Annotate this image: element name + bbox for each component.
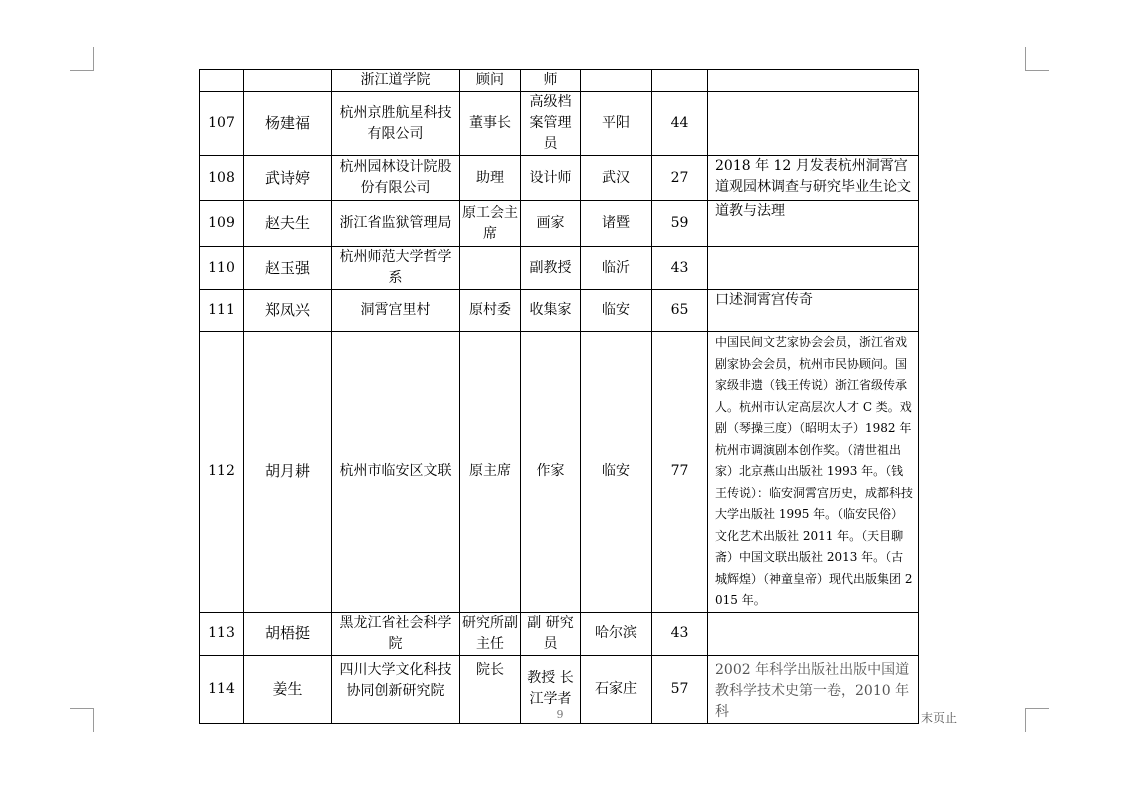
page-number: 9 xyxy=(556,708,564,721)
table-row xyxy=(200,201,919,247)
cell-title: 副 研究员 xyxy=(521,612,581,655)
table-row xyxy=(200,332,919,613)
cell-place: 武汉 xyxy=(581,156,652,201)
cell-note xyxy=(708,612,919,655)
cell-age: 43 xyxy=(652,612,708,655)
cell-title: 教授 长江学者 xyxy=(521,655,581,723)
cell-age: 43 xyxy=(652,247,708,290)
cell-name: 郑凤兴 xyxy=(244,290,332,332)
cell-org: 四川大学文化科技协同创新研究院 xyxy=(332,655,460,723)
table-row-continued xyxy=(200,70,919,92)
cell-place: 临安 xyxy=(581,290,652,332)
cell-org: 杭州师范大学哲学系 xyxy=(332,247,460,290)
cell-note: 口述洞霄宫传奇 xyxy=(708,290,919,332)
cell-no: 110 xyxy=(200,247,244,290)
cell-age: 27 xyxy=(652,156,708,201)
cell-name: 姜生 xyxy=(244,655,332,723)
cell-place: 诸暨 xyxy=(581,201,652,247)
cell-org: 杭州园林设计院股份有限公司 xyxy=(332,156,460,201)
cell-place: 平阳 xyxy=(581,92,652,156)
cell-no: 111 xyxy=(200,290,244,332)
cell-title: 师 xyxy=(521,70,581,92)
cell-age xyxy=(652,70,708,92)
cell-name: 赵夫生 xyxy=(244,201,332,247)
cell-position: 院长 xyxy=(460,655,521,723)
cell-position: 研究所副主任 xyxy=(460,612,521,655)
table-row xyxy=(200,156,919,201)
cell-org: 杭州市临安区文联 xyxy=(332,332,460,613)
cell-title: 作家 xyxy=(521,332,581,613)
cell-no: 108 xyxy=(200,156,244,201)
table-row xyxy=(200,92,919,156)
cell-no: 114 xyxy=(200,655,244,723)
cell-note: 2018 年 12 月发表杭州洞霄宫道观园林调查与研究毕业生论文 xyxy=(708,156,919,201)
table-row xyxy=(200,247,919,290)
cell-title: 收集家 xyxy=(521,290,581,332)
cell-org: 浙江省监狱管理局 xyxy=(332,201,460,247)
cell-org: 杭州京胜航星科技有限公司 xyxy=(332,92,460,156)
cell-name: 杨建福 xyxy=(244,92,332,156)
cell-position: 董事长 xyxy=(460,92,521,156)
cell-note xyxy=(708,70,919,92)
crop-mark-top-right xyxy=(1025,47,1049,71)
crop-mark-bottom-right xyxy=(1025,708,1049,732)
cell-name: 胡梧挺 xyxy=(244,612,332,655)
cell-no: 112 xyxy=(200,332,244,613)
cell-position: 原村委 xyxy=(460,290,521,332)
cell-name xyxy=(244,70,332,92)
cell-no: 107 xyxy=(200,92,244,156)
cell-no: 109 xyxy=(200,201,244,247)
cell-place: 临沂 xyxy=(581,247,652,290)
cell-note xyxy=(708,92,919,156)
cell-title: 高级档案管理员 xyxy=(521,92,581,156)
roster-table xyxy=(199,69,919,724)
table-row xyxy=(200,290,919,332)
cell-note: 2002 年科学出版社出版中国道教科学技术史第一卷，2010 年科 xyxy=(708,655,919,723)
cell-note: 中国民间文艺家协会会员，浙江省戏剧家协会会员，杭州市民协顾问。国家级非遗（钱王传说）浙江省级传承人。杭州市认定高层次人才 C 类。戏剧（琴操三度）（昭明太子）1982 年杭州市调演剧本创作奖。（清世祖出家）北京燕山出版社 1993 年。（钱王传说）：临安洞霄宫历史，成都科技大学出版社 1995 年。（临安民俗）文化艺术出版社 2011 年。（天目聊斋）中国文联出版社 2013 年。（古城辉煌）（神童皇帝）现代出版集团 2015 年。 xyxy=(708,332,919,613)
cell-org: 洞霄宫里村 xyxy=(332,290,460,332)
cell-title: 画家 xyxy=(521,201,581,247)
cell-position xyxy=(460,247,521,290)
cell-position: 原主席 xyxy=(460,332,521,613)
cell-title: 副教授 xyxy=(521,247,581,290)
cell-age: 77 xyxy=(652,332,708,613)
cell-position: 原工会主席 xyxy=(460,201,521,247)
cell-title: 设计师 xyxy=(521,156,581,201)
cell-age: 65 xyxy=(652,290,708,332)
cell-place xyxy=(581,70,652,92)
cell-org: 黑龙江省社会科学院 xyxy=(332,612,460,655)
table-row xyxy=(200,612,919,655)
crop-mark-bottom-left xyxy=(70,708,94,732)
cell-note: 道教与法理 xyxy=(708,201,919,247)
cell-no xyxy=(200,70,244,92)
cell-name: 武诗婷 xyxy=(244,156,332,201)
cell-name: 胡月耕 xyxy=(244,332,332,613)
end-of-document-mark: 末页止 xyxy=(921,711,958,725)
cell-no: 113 xyxy=(200,612,244,655)
cell-place: 临安 xyxy=(581,332,652,613)
cell-note xyxy=(708,247,919,290)
cell-age: 44 xyxy=(652,92,708,156)
cell-position: 顾问 xyxy=(460,70,521,92)
cell-position: 助理 xyxy=(460,156,521,201)
cell-age: 57 xyxy=(652,655,708,723)
cell-place: 石家庄 xyxy=(581,655,652,723)
cell-org: 浙江道学院 xyxy=(332,70,460,92)
crop-mark-top-left xyxy=(70,47,94,71)
cell-age: 59 xyxy=(652,201,708,247)
cell-name: 赵玉强 xyxy=(244,247,332,290)
cell-place: 哈尔滨 xyxy=(581,612,652,655)
